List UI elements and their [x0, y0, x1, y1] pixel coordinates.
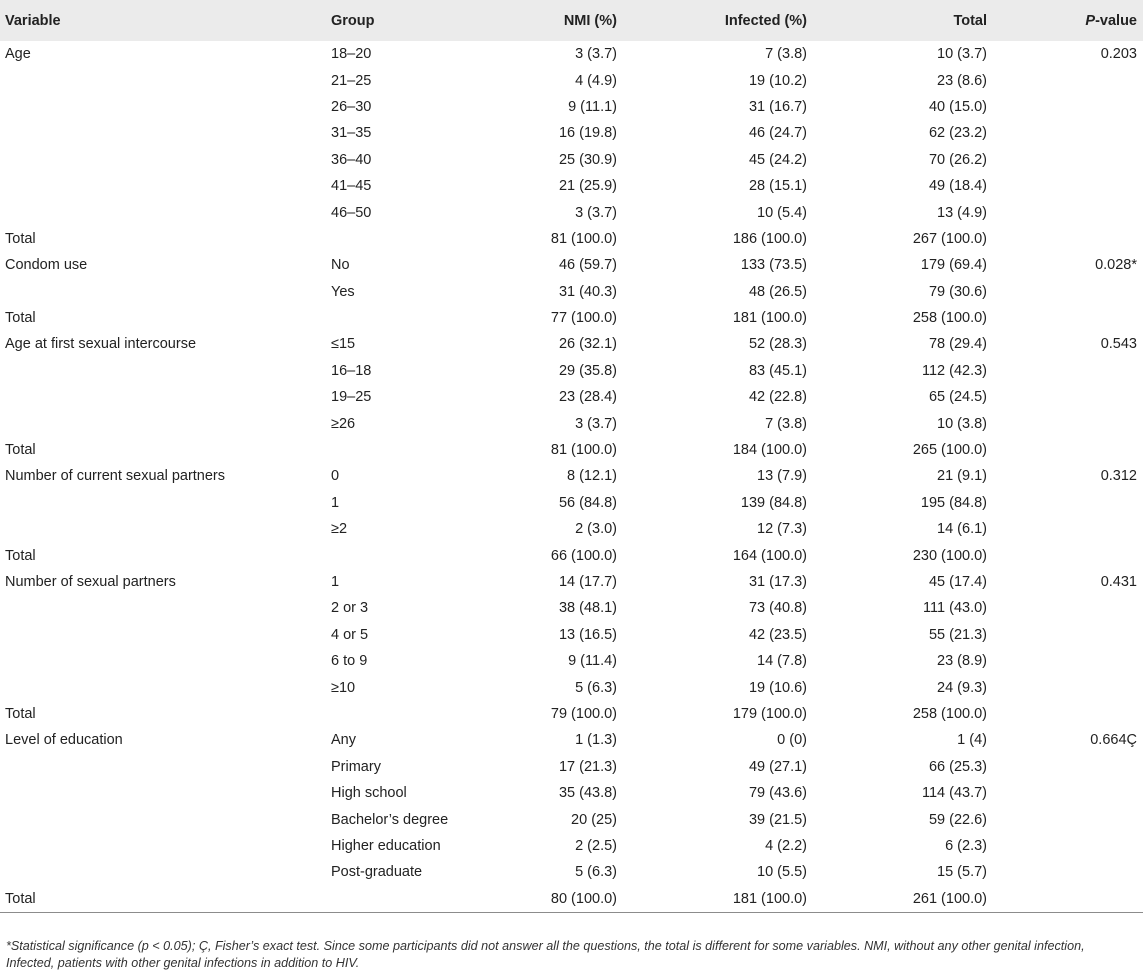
cell-pvalue [987, 674, 1143, 700]
cell-infected: 48 (26.5) [748, 283, 807, 300]
cell-pvalue [987, 622, 1143, 648]
cell-group: Bachelor’s degree [331, 811, 449, 828]
cell-total: 21 (9.1) [937, 468, 987, 485]
cell-pvalue: 0.028* [1095, 257, 1137, 274]
cell-total: 23 (8.6) [937, 72, 987, 89]
table-row [0, 410, 1143, 436]
cell-nmi: 81 (100.0) [550, 442, 617, 459]
cell-nmi: 21 (25.9) [558, 178, 617, 195]
cell-group: 6 to 9 [331, 653, 368, 670]
cell-pvalue [987, 806, 1143, 832]
table-row [0, 727, 1143, 753]
table-row [0, 833, 1143, 859]
cell-nmi: 35 (43.8) [558, 785, 617, 802]
cell-infected: 7 (3.8) [765, 46, 807, 63]
cell-nmi: 5 (6.3) [575, 864, 617, 881]
header-infected: Infected (%) [724, 12, 807, 29]
cell-infected: 179 (100.0) [732, 705, 807, 722]
cell-variable [0, 490, 331, 516]
cell-nmi: 4 (4.9) [575, 72, 617, 89]
cell-group: 19–25 [331, 389, 372, 406]
table-row [0, 199, 1143, 225]
header-row [0, 0, 1143, 41]
cell-group [331, 701, 540, 727]
cell-infected: 28 (15.1) [748, 178, 807, 195]
table-row [0, 754, 1143, 780]
cell-variable [0, 622, 331, 648]
cell-pvalue [987, 754, 1143, 780]
table-row [0, 490, 1143, 516]
cell-variable: Number of sexual partners [5, 574, 176, 590]
cell-variable [0, 859, 331, 885]
cell-group: ≥2 [331, 521, 348, 538]
cell-variable: Total [5, 547, 36, 564]
cell-infected: 181 (100.0) [732, 310, 807, 327]
cell-pvalue: 0.431 [1100, 574, 1137, 590]
table-row [0, 279, 1143, 305]
cell-pvalue [987, 410, 1143, 436]
cell-nmi: 16 (19.8) [558, 125, 617, 142]
cell-total: 23 (8.9) [937, 653, 987, 670]
cell-infected: 83 (45.1) [748, 362, 807, 379]
cell-group: 16–18 [331, 362, 372, 379]
cell-nmi: 3 (3.7) [575, 204, 617, 221]
cell-group: 26–30 [331, 98, 372, 115]
cell-infected: 12 (7.3) [757, 521, 807, 538]
cell-variable [0, 120, 331, 146]
cell-total: 265 (100.0) [912, 442, 987, 459]
cell-group [331, 886, 540, 913]
cell-pvalue [987, 648, 1143, 674]
cell-variable [0, 279, 331, 305]
cell-nmi: 66 (100.0) [550, 547, 617, 564]
table-row [0, 173, 1143, 199]
cell-infected: 49 (27.1) [748, 758, 807, 775]
cell-nmi: 13 (16.5) [558, 626, 617, 643]
cell-nmi: 9 (11.1) [568, 98, 617, 115]
cell-pvalue [987, 173, 1143, 199]
table-row [0, 859, 1143, 885]
cell-infected: 181 (100.0) [617, 886, 807, 913]
cell-pvalue [987, 516, 1143, 542]
cell-nmi: 81 (100.0) [550, 230, 617, 247]
cell-nmi: 80 (100.0) [540, 886, 617, 913]
cell-pvalue: 0.543 [1100, 336, 1137, 353]
header-pvalue-rest: -value [1095, 12, 1137, 29]
cell-variable: Total [0, 886, 331, 913]
cell-nmi: 38 (48.1) [558, 600, 617, 617]
cell-variable [0, 384, 331, 410]
table-footnote: *Statistical significance (p < 0.05); Ç, Fisher’s exact test. Since some participants did not answer all the questions, the total is different for some variables. NMI, without any other genital infection, Infected, patients with other genital infections in addition to HIV. [6, 939, 1085, 970]
cell-group [331, 226, 540, 252]
cell-variable [0, 516, 331, 542]
cell-total: 10 (3.7) [937, 46, 987, 63]
cell-infected: 133 (73.5) [740, 257, 807, 274]
cell-variable [0, 648, 331, 674]
cell-variable [0, 595, 331, 621]
cell-nmi: 25 (30.9) [558, 151, 617, 168]
table-row [0, 595, 1143, 621]
table-body [0, 41, 1143, 912]
header-variable: Variable [5, 12, 61, 29]
cell-infected: 184 (100.0) [732, 442, 807, 459]
total-row [0, 886, 1143, 913]
total-row [0, 437, 1143, 463]
cell-pvalue [987, 437, 1143, 463]
cell-nmi: 56 (84.8) [558, 494, 617, 511]
cell-pvalue [987, 833, 1143, 859]
cell-total: 45 (17.4) [928, 574, 987, 590]
cell-group [331, 305, 540, 331]
cell-pvalue [987, 199, 1143, 225]
header-pvalue-p: P [1085, 12, 1096, 29]
cell-total: 79 (30.6) [928, 283, 987, 300]
cell-total: 15 (5.7) [937, 864, 987, 881]
cell-infected: 79 (43.6) [748, 785, 807, 802]
cell-pvalue [987, 595, 1143, 621]
cell-infected: 42 (23.5) [748, 626, 807, 643]
cell-group: 1 [331, 494, 340, 511]
cell-group: 46–50 [331, 204, 372, 221]
cell-group: ≥26 [331, 415, 356, 432]
total-row [0, 542, 1143, 568]
cell-nmi: 3 (3.7) [575, 415, 617, 432]
cell-nmi: 31 (40.3) [558, 283, 617, 300]
cell-variable: Number of current sexual partners [5, 468, 226, 485]
cell-nmi: 77 (100.0) [550, 310, 617, 327]
table-row [0, 569, 1143, 595]
cell-group: ≥10 [331, 679, 356, 696]
cell-group: 2 or 3 [331, 600, 369, 617]
cell-nmi: 79 (100.0) [550, 705, 617, 722]
cell-infected: 10 (5.5) [757, 864, 807, 881]
cell-pvalue [987, 120, 1143, 146]
header-total: Total [953, 12, 987, 29]
cell-group: 1 [331, 574, 340, 590]
cell-infected: 39 (21.5) [748, 811, 807, 828]
cell-total: 1 (4) [957, 732, 987, 749]
cell-total: 66 (25.3) [928, 758, 987, 775]
cell-infected: 73 (40.8) [748, 600, 807, 617]
cell-total: 13 (4.9) [937, 204, 987, 221]
cell-total: 65 (24.5) [928, 389, 987, 406]
cell-variable [0, 806, 331, 832]
cell-variable: Condom use [5, 257, 88, 274]
cell-infected: 52 (28.3) [748, 336, 807, 353]
cell-infected: 0 (0) [777, 732, 807, 749]
cell-group [331, 542, 540, 568]
cell-pvalue [987, 94, 1143, 120]
table-row [0, 780, 1143, 806]
cell-infected: 13 (7.9) [757, 468, 807, 485]
cell-variable [0, 833, 331, 859]
cell-variable: Level of education [5, 732, 123, 749]
cell-infected: 19 (10.2) [748, 72, 807, 89]
cell-variable [0, 199, 331, 225]
cell-variable [0, 754, 331, 780]
table-row [0, 94, 1143, 120]
header-nmi: NMI (%) [563, 12, 617, 29]
cell-nmi: 8 (12.1) [567, 468, 617, 485]
cell-total: 261 (100.0) [807, 886, 987, 913]
cell-infected: 45 (24.2) [748, 151, 807, 168]
cell-total: 179 (69.4) [920, 257, 987, 274]
cell-nmi: 2 (2.5) [575, 837, 617, 854]
cell-group: Any [331, 732, 356, 749]
cell-variable [0, 67, 331, 93]
cell-total: 111 (43.0) [923, 600, 987, 617]
total-row [0, 226, 1143, 252]
cell-variable [0, 410, 331, 436]
cell-group: Higher education [331, 837, 441, 854]
table-row [0, 120, 1143, 146]
cell-group: High school [331, 785, 407, 802]
cell-total: 78 (29.4) [928, 336, 987, 353]
cell-variable: Total [5, 230, 36, 247]
header-pvalue [987, 0, 1143, 41]
cell-infected: 46 (24.7) [748, 125, 807, 142]
table-row [0, 516, 1143, 542]
cell-infected: 10 (5.4) [757, 204, 807, 221]
cell-nmi: 9 (11.4) [568, 653, 617, 670]
cell-group: No [331, 257, 350, 274]
cell-total: 49 (18.4) [928, 178, 987, 195]
table-row [0, 463, 1143, 489]
cell-infected: 4 (2.2) [765, 837, 807, 854]
table-row [0, 331, 1143, 357]
cell-variable [0, 147, 331, 173]
cell-variable: Total [5, 705, 36, 722]
cell-pvalue [987, 384, 1143, 410]
cell-variable [0, 674, 331, 700]
cell-total: 70 (26.2) [928, 151, 987, 168]
table-row [0, 41, 1143, 67]
table-row [0, 358, 1143, 384]
cell-variable [0, 94, 331, 120]
cell-group: Post-graduate [331, 864, 423, 881]
cell-total: 59 (22.6) [928, 811, 987, 828]
cell-variable: Age [5, 46, 31, 63]
cell-total: 258 (100.0) [912, 310, 987, 327]
cell-total: 55 (21.3) [928, 626, 987, 643]
cell-pvalue [987, 490, 1143, 516]
cell-nmi: 5 (6.3) [575, 679, 617, 696]
cell-infected: 139 (84.8) [740, 494, 807, 511]
cell-variable [0, 780, 331, 806]
cell-pvalue [987, 542, 1143, 568]
cell-pvalue [987, 701, 1143, 727]
table-row [0, 622, 1143, 648]
cell-group: 0 [331, 468, 340, 485]
cell-group: Yes [331, 283, 355, 300]
cell-infected: 31 (16.7) [748, 98, 807, 115]
cell-nmi: 20 (25) [571, 811, 617, 828]
cell-group: 41–45 [331, 178, 372, 195]
cell-variable: Total [5, 442, 36, 459]
cell-nmi: 29 (35.8) [558, 362, 617, 379]
cell-pvalue [987, 226, 1143, 252]
cell-pvalue [987, 886, 1143, 913]
cell-group: 31–35 [331, 125, 372, 142]
cell-total: 6 (2.3) [945, 837, 987, 854]
cell-group: 21–25 [331, 72, 372, 89]
cell-variable [0, 173, 331, 199]
cell-pvalue [987, 147, 1143, 173]
cell-pvalue [987, 67, 1143, 93]
cell-infected: 42 (22.8) [748, 389, 807, 406]
cell-nmi: 1 (1.3) [575, 732, 617, 749]
cell-variable: Total [5, 310, 36, 327]
cell-group: 18–20 [331, 46, 372, 63]
cell-nmi: 17 (21.3) [558, 758, 617, 775]
cell-nmi: 3 (3.7) [575, 46, 617, 63]
cell-pvalue: 0.312 [1100, 468, 1137, 485]
cell-group: Primary [331, 758, 381, 775]
table-row [0, 674, 1143, 700]
cell-total: 258 (100.0) [912, 705, 987, 722]
cell-total: 114 (43.7) [921, 785, 987, 802]
cell-infected: 186 (100.0) [732, 230, 807, 247]
cell-variable [0, 358, 331, 384]
table-header [0, 0, 1143, 41]
table-row [0, 384, 1143, 410]
cell-pvalue [987, 859, 1143, 885]
cell-group: 36–40 [331, 151, 372, 168]
cell-pvalue [987, 358, 1143, 384]
table-row [0, 67, 1143, 93]
header-group: Group [331, 12, 375, 29]
table-row [0, 252, 1143, 278]
table-row [0, 147, 1143, 173]
cell-group: ≤15 [331, 336, 356, 353]
cell-nmi: 26 (32.1) [558, 336, 617, 353]
cell-infected: 31 (17.3) [748, 574, 807, 590]
cell-total: 62 (23.2) [928, 125, 987, 142]
cell-total: 267 (100.0) [912, 230, 987, 247]
total-row [0, 305, 1143, 331]
cell-pvalue: 0.664Ç [1090, 732, 1137, 749]
cell-pvalue [987, 279, 1143, 305]
cell-total: 40 (15.0) [928, 98, 987, 115]
cell-pvalue [987, 305, 1143, 331]
cell-total: 10 (3.8) [937, 415, 987, 432]
cell-infected: 7 (3.8) [765, 415, 807, 432]
cell-infected: 19 (10.6) [748, 679, 807, 696]
cell-total: 14 (6.1) [937, 521, 987, 538]
cell-nmi: 14 (17.7) [558, 574, 617, 590]
cell-total: 24 (9.3) [937, 679, 987, 696]
cell-total: 230 (100.0) [912, 547, 987, 564]
table-row [0, 806, 1143, 832]
table-row [0, 648, 1143, 674]
cell-pvalue: 0.203 [1100, 46, 1137, 63]
cell-nmi: 46 (59.7) [558, 257, 617, 274]
cell-group: 4 or 5 [331, 626, 369, 643]
cell-infected: 164 (100.0) [732, 547, 807, 564]
cell-total: 195 (84.8) [920, 494, 987, 511]
cell-nmi: 23 (28.4) [558, 389, 617, 406]
cell-variable: Age at first sexual intercourse [5, 336, 197, 353]
cell-total: 112 (42.3) [921, 362, 987, 379]
cell-pvalue [987, 780, 1143, 806]
cell-group [331, 437, 540, 463]
cell-nmi: 2 (3.0) [575, 521, 617, 538]
total-row [0, 701, 1143, 727]
cell-infected: 14 (7.8) [757, 653, 807, 670]
